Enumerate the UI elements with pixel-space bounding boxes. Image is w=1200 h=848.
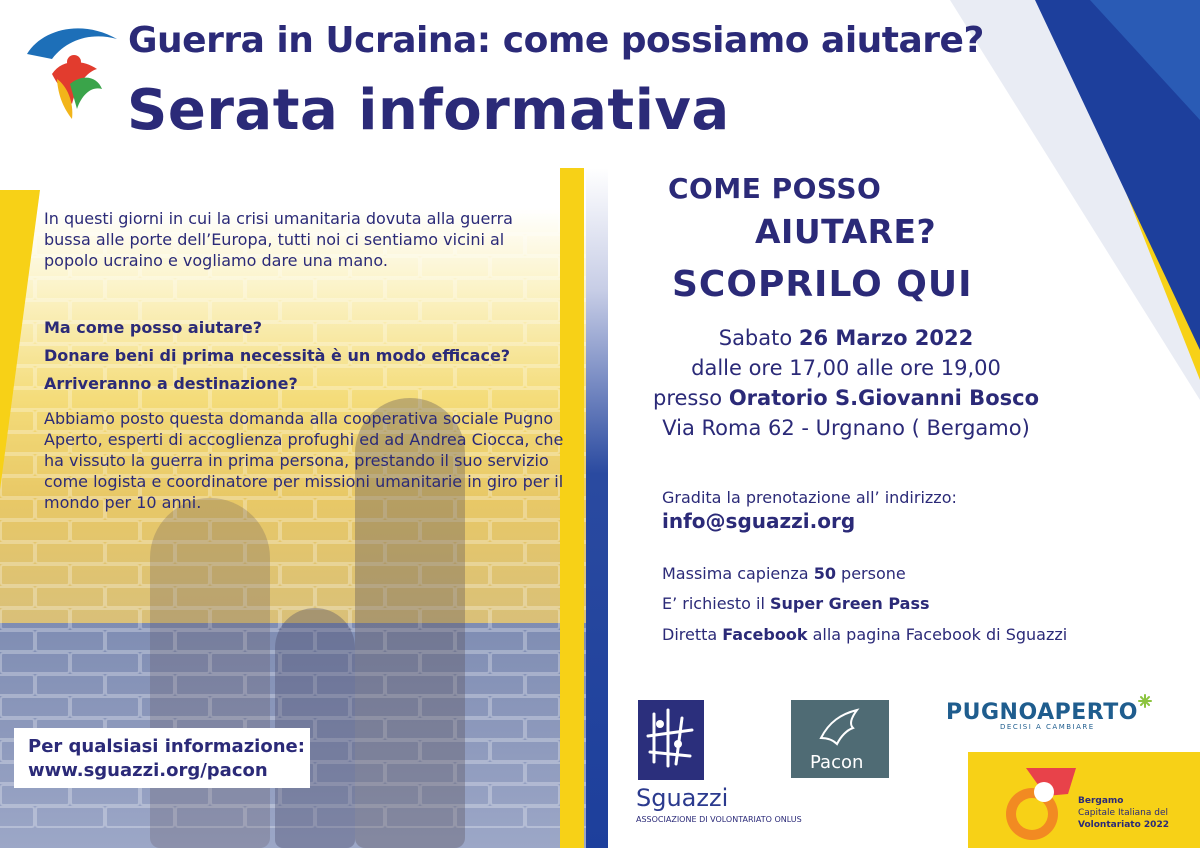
pass-value: Super Green Pass [770, 594, 930, 613]
bergamo-volontariato-line: Volontariato 2022 [1078, 820, 1169, 830]
green-pass-note [662, 594, 930, 613]
wall-brick [280, 564, 350, 586]
bergamo-capitale-logo-icon [996, 764, 1080, 844]
event-place-value: Oratorio S.Giovanni Bosco [728, 386, 1039, 410]
wall-brick [0, 674, 35, 696]
wall-brick [385, 322, 455, 344]
wall-brick [455, 542, 525, 564]
wall-brick [490, 784, 560, 806]
sguazzi-figures-icon [638, 700, 704, 780]
wall-brick [35, 542, 105, 564]
wall-brick [70, 168, 140, 190]
wall-brick [70, 564, 140, 586]
wall-brick [385, 366, 455, 388]
body-paragraph: Abbiamo posto questa domanda alla cooperativa sociale Pugno Aperto, esperti di accoglienza profughi ed ad Andrea Ciocca, che ha vissuto la guerra in prima persona, prestando il suo servizio come logista e coordinatore per missioni umanitarie in giro per il mondo per 10 anni. [44, 409, 564, 512]
pass-label: E’ richiesto il [662, 594, 770, 613]
capacity-unit: persone [835, 564, 906, 583]
booking-email-link[interactable]: info@sguazzi.org [662, 509, 856, 533]
wall-brick [315, 278, 385, 300]
event-date-value: 26 Marzo 2022 [798, 326, 974, 350]
wall-brick [0, 542, 35, 564]
wall-brick [455, 630, 525, 652]
wall-brick [350, 168, 420, 190]
event-date [596, 326, 1096, 350]
wall-brick [420, 300, 490, 322]
sguazzi-subtitle: ASSOCIAZIONE DI VOLONTARIATO ONLUS [636, 815, 802, 824]
wall-brick [70, 652, 140, 674]
wall-brick [245, 278, 315, 300]
wall-brick [490, 300, 560, 322]
wall-brick [0, 586, 35, 608]
event-place-label: presso [652, 386, 729, 410]
wall-brick [175, 278, 245, 300]
wall-brick [455, 806, 525, 828]
question-3: Arriveranno a destinazione? [44, 374, 298, 393]
wall-brick [315, 366, 385, 388]
booking-label: Gradita la prenotazione all’ indirizzo: [662, 488, 957, 507]
poster-headline: Guerra in Ucraina: come possiamo aiutare? [128, 20, 984, 61]
cta-line-1: COME POSSO [668, 172, 882, 205]
wall-brick [280, 300, 350, 322]
event-day-label: Sabato [718, 326, 799, 350]
question-1: Ma come posso aiutare? [44, 318, 263, 337]
sguazzi-name: Sguazzi [636, 784, 729, 812]
wall-brick [455, 718, 525, 740]
capacity-value: 50 [813, 564, 836, 583]
capacity-note [662, 564, 906, 583]
wall-brick [0, 696, 70, 718]
wall-brick [455, 674, 525, 696]
wall-brick [490, 168, 560, 190]
wall-brick [280, 520, 350, 542]
wall-brick [490, 520, 560, 542]
info-label: Per qualsiasi informazione: [28, 736, 305, 757]
pugnoaperto-logo-text: PUGNOAPERTO [946, 700, 1138, 725]
wall-brick [0, 630, 35, 652]
wall-brick [0, 608, 70, 630]
cta-line-2: AIUTARE? [755, 212, 937, 251]
question-2: Donare beni di prima necessità è un modo efficace? [44, 346, 511, 365]
wall-brick [35, 278, 105, 300]
pugnoaperto-tagline: DECISI A CAMBIARE [1000, 723, 1095, 731]
wall-brick [490, 652, 560, 674]
wall-brick [490, 608, 560, 630]
wall-brick [455, 278, 525, 300]
wall-brick [0, 168, 70, 190]
wall-brick [490, 388, 560, 410]
wall-brick [315, 322, 385, 344]
wall-brick [350, 300, 420, 322]
event-place [596, 386, 1096, 410]
left-yellow-accent [0, 190, 40, 490]
wall-brick [0, 652, 70, 674]
live-value: Facebook [722, 625, 808, 644]
pacon-name: Pacon [810, 752, 864, 773]
wall-brick [70, 608, 140, 630]
bergamo-capitale-line: Capitale Italiana del [1078, 808, 1168, 818]
wall-brick [455, 322, 525, 344]
wall-brick [420, 168, 490, 190]
wall-brick [280, 168, 350, 190]
bergamo-city: Bergamo [1078, 796, 1124, 806]
wall-brick [35, 674, 105, 696]
dove-icon [791, 700, 889, 756]
wall-brick [490, 740, 560, 762]
live-label: Diretta [662, 625, 723, 644]
wall-brick [35, 630, 105, 652]
wall-brick [0, 806, 35, 828]
wall-brick [140, 168, 210, 190]
blue-divider-stripe [586, 168, 608, 848]
wall-brick [455, 762, 525, 784]
wall-brick [0, 520, 70, 542]
wall-brick [105, 278, 175, 300]
info-url-link[interactable]: www.sguazzi.org/pacon [28, 760, 268, 781]
cta-line-3: SCOPRILO QUI [672, 264, 973, 305]
intro-paragraph: In questi giorni in cui la crisi umanitaria dovuta alla guerra bussa alle porte dell’Europa, tutti noi ci sentiamo vicini al popolo ucraino e vogliamo dare una mano. [44, 209, 513, 270]
wall-brick [0, 498, 35, 520]
wall-brick [70, 520, 140, 542]
wall-brick [35, 806, 105, 828]
event-time: dalle ore 17,00 alle ore 19,00 [691, 356, 1001, 380]
wall-brick [0, 564, 70, 586]
wall-brick [490, 564, 560, 586]
capacity-label: Massima capienza [662, 564, 814, 583]
live-suffix: alla pagina Facebook di Sguazzi [807, 625, 1068, 644]
wall-brick [35, 586, 105, 608]
wall-brick [70, 696, 140, 718]
wall-brick [490, 696, 560, 718]
facebook-live-note [662, 625, 1067, 644]
poster-title: Serata informativa [127, 78, 730, 143]
shadow-figure-man [150, 498, 270, 848]
pugnoaperto-star-icon [1138, 694, 1152, 708]
wall-brick [210, 168, 280, 190]
wall-brick [385, 278, 455, 300]
sguazzi-logo [638, 700, 704, 780]
wall-brick [455, 586, 525, 608]
oratorio-logo-icon [22, 14, 122, 124]
wall-brick [455, 366, 525, 388]
event-address: Via Roma 62 - Urgnano ( Bergamo) [662, 416, 1030, 440]
